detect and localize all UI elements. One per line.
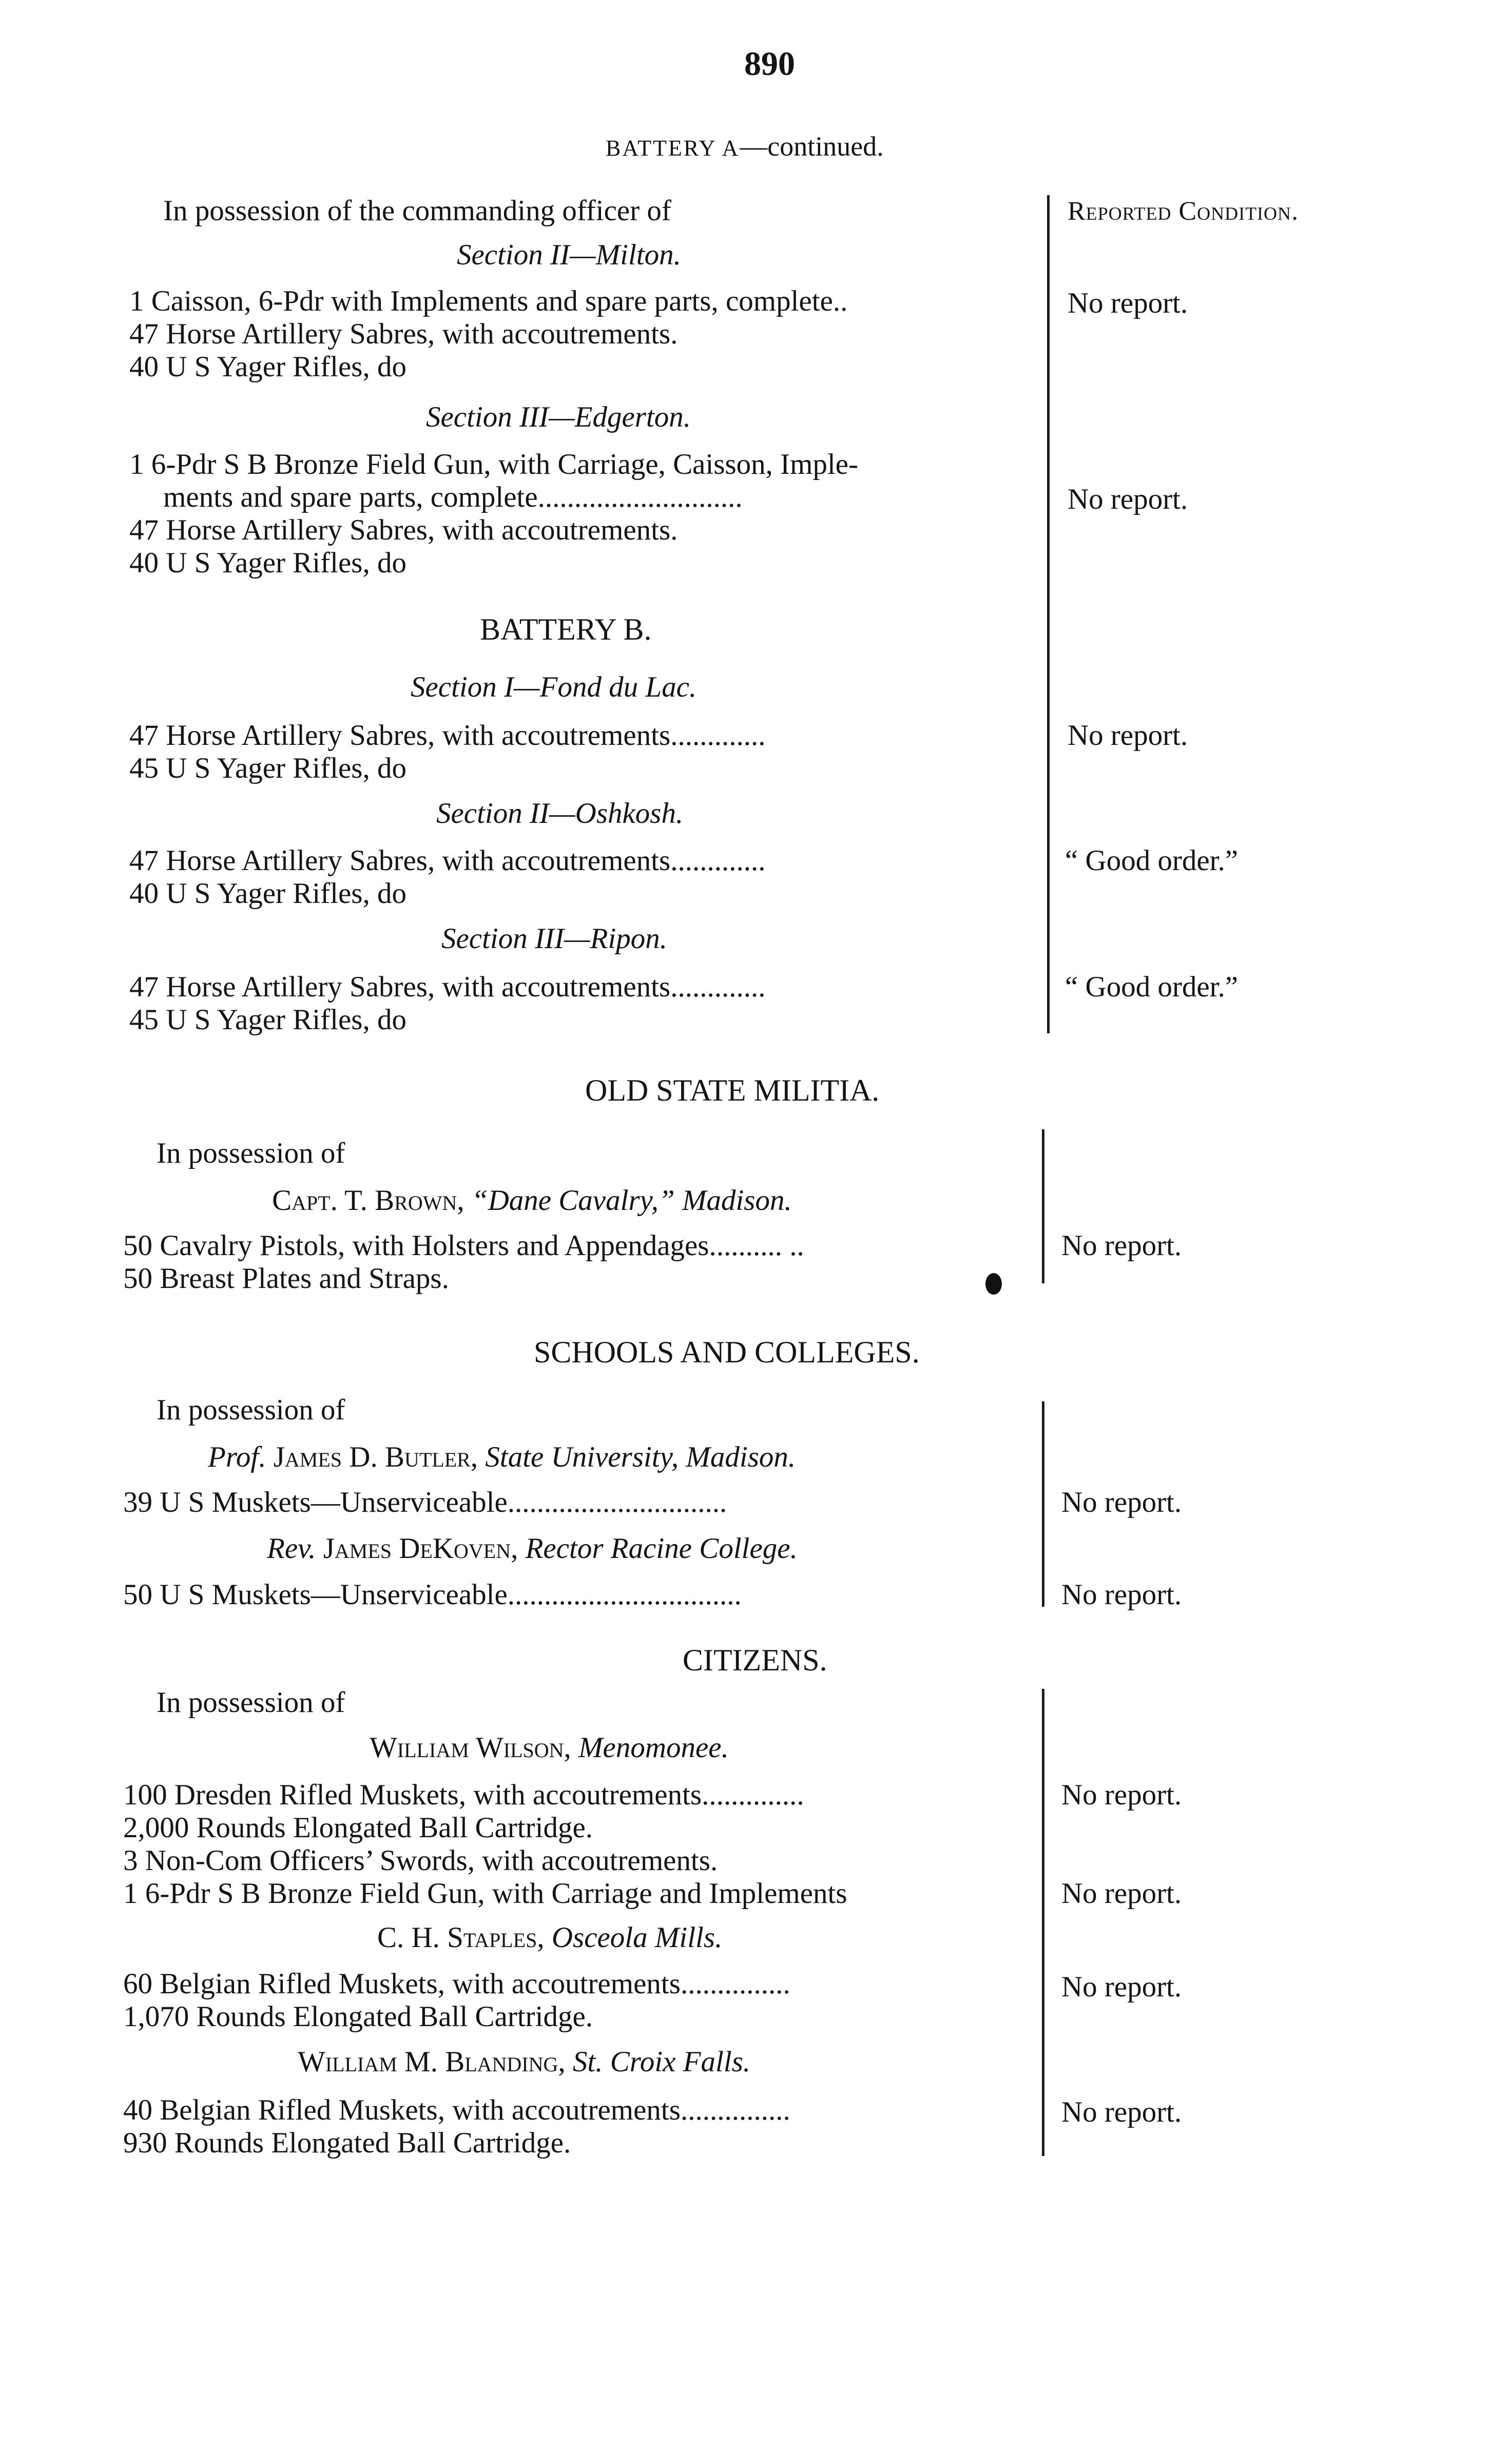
condition-edgerton: No report. [1068,483,1188,515]
item-line: 3 Non-Com Officers’ Swords, with accoutrements. [123,1844,718,1877]
holder-2-name: James DeKoven, [323,1532,518,1565]
holder-2-title: Rev. [267,1532,316,1565]
citizens-title: CITIZENS. [683,1643,827,1677]
condition-oshkosh: “ Good order.” [1065,844,1238,877]
item-line: 40 U S Yager Rifles, do [129,351,406,383]
item-line: 1 6-Pdr S B Bronze Field Gun, with Carriage, Caisson, Imple- [129,448,859,480]
holder-1-name: James D. Butler, [273,1441,478,1473]
running-head [606,132,884,160]
item-line: 50 U S Muskets—Unserviceable................................ [123,1578,742,1611]
condition-butler: No report. [1061,1486,1182,1518]
citizen-1-place: Menomonee. [578,1731,729,1764]
item-line: 47 Horse Artillery Sabres, with accoutrements. [129,514,678,546]
item-line: 40 Belgian Rifled Muskets, with accoutrements............... [123,2094,790,2126]
schools-intro: In possession of [157,1394,345,1426]
item-line: 45 U S Yager Rifles, do [129,752,406,784]
condition-fond-du-lac: No report. [1068,719,1188,752]
column-rule-citizens [1042,1689,1044,2156]
item-line: 47 Horse Artillery Sabres, with accoutrements............. [129,971,766,1003]
condition-wilson-gun: No report. [1061,1877,1182,1910]
militia-holder-unit: “Dane Cavalry,” Madison. [471,1184,792,1217]
item-line: 47 Horse Artillery Sabres, with accoutrements............. [129,719,766,752]
item-line: 47 Horse Artillery Sabres, with accoutrements............. [129,844,766,877]
militia-holder-name: Capt. T. Brown, [272,1184,464,1217]
item-line: 40 U S Yager Rifles, do [129,547,406,579]
condition-milton: No report. [1068,287,1188,319]
holder-1-place: State University, Madison. [485,1441,796,1473]
section-heading-ripon: Section III—Ripon. [441,922,668,955]
condition-blanding: No report. [1061,2096,1182,2128]
citizen-3-place: St. Croix Falls. [572,2046,751,2078]
page-number: 890 [744,45,795,83]
condition-ripon: “ Good order.” [1065,971,1238,1003]
column-rule-battery-a [1047,195,1050,1033]
condition-militia: No report. [1061,1229,1182,1262]
citizens-holder-1 [370,1733,729,1762]
citizens-holder-3 [298,2047,750,2076]
condition-wilson-muskets: No report. [1061,1779,1182,1811]
item-line: 40 U S Yager Rifles, do [129,877,406,910]
militia-intro: In possession of [157,1137,345,1169]
citizens-holder-2 [377,1923,722,1952]
schools-holder-1 [208,1442,796,1472]
ink-blot [985,1273,1002,1295]
running-head-battery: BATTERY A [606,136,740,161]
item-line: 50 Breast Plates and Straps. [123,1262,449,1295]
section-heading-oshkosh: Section II—Oshkosh. [436,797,684,830]
condition-dekoven: No report. [1061,1578,1182,1611]
item-line: ments and spare parts, complete............................ [163,481,743,513]
battery-a-intro: In possession of the commanding officer of [163,195,671,227]
reported-condition-header: Reported Condition. [1068,197,1299,226]
section-heading-milton: Section II—Milton. [457,239,681,271]
condition-staples: No report. [1061,1971,1182,2003]
item-line: 1 Caisson, 6-Pdr with Implements and spare parts, complete.. [129,285,848,317]
citizen-1-name: William Wilson, [370,1731,571,1764]
column-rule-schools [1042,1401,1044,1607]
item-line: 2,000 Rounds Elongated Ball Cartridge. [123,1812,593,1844]
item-line: 45 U S Yager Rifles, do [129,1004,406,1036]
section-heading-fond-du-lac: Section I—Fond du Lac. [411,671,697,703]
item-line: 50 Cavalry Pistols, with Holsters and Appendages.......... .. [123,1229,804,1262]
item-line: 1,070 Rounds Elongated Ball Cartridge. [123,2000,593,2033]
item-line: 100 Dresden Rifled Muskets, with accoutrements.............. [123,1779,804,1811]
schools-title: SCHOOLS AND COLLEGES. [534,1335,920,1369]
running-head-continued: —continued. [740,131,884,162]
battery-b-title: BATTERY B. [480,612,652,646]
old-state-militia-title: OLD STATE MILITIA. [585,1073,880,1107]
militia-holder [272,1186,792,1215]
citizens-intro: In possession of [157,1686,345,1719]
citizen-3-name: William M. Blanding, [298,2046,566,2078]
section-heading-edgerton: Section III—Edgerton. [426,401,691,433]
item-line: 39 U S Muskets—Unserviceable.............................. [123,1486,727,1518]
citizen-2-name: C. H. Staples, [377,1921,545,1954]
holder-2-place: Rector Racine College. [525,1532,798,1565]
schools-holder-2 [267,1534,798,1563]
item-line: 60 Belgian Rifled Muskets, with accoutrements............... [123,1968,790,2000]
item-line: 1 6-Pdr S B Bronze Field Gun, with Carriage and Implements [123,1877,847,1910]
item-line: 47 Horse Artillery Sabres, with accoutrements. [129,318,678,350]
citizen-2-place: Osceola Mills. [551,1921,723,1954]
column-rule-militia [1042,1129,1044,1283]
item-line: 930 Rounds Elongated Ball Cartridge. [123,2127,571,2159]
holder-1-title: Prof. [208,1441,266,1473]
